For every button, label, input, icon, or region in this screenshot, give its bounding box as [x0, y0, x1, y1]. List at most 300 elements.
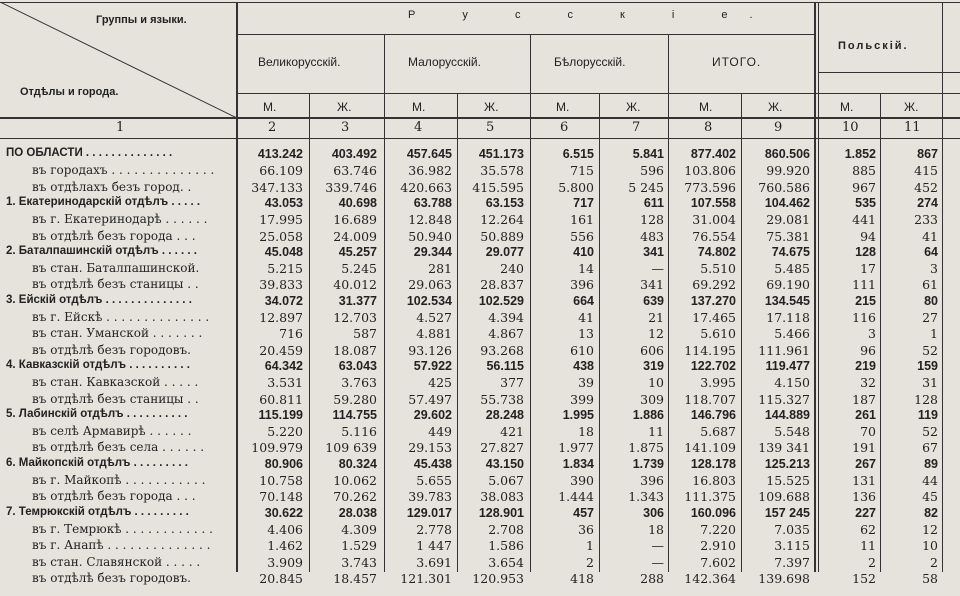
table-row: [0, 392, 960, 409]
cell-value: 114.195: [684, 342, 736, 358]
cell-value: 483: [640, 228, 664, 244]
cell-value: 4.394: [488, 310, 524, 325]
cell-value: 452: [914, 179, 938, 195]
table-row: [0, 571, 960, 588]
cell-value: 10: [648, 375, 664, 391]
cell-value: 63.788: [413, 195, 452, 210]
table-row: [0, 359, 960, 376]
cell-value: 191: [852, 440, 876, 456]
cell-value: 128: [640, 212, 664, 228]
cell-value: 606: [640, 342, 664, 358]
cell-value: 4.881: [416, 326, 452, 342]
row-label: въ городахъ . . . . . . . . . . . . . .: [32, 163, 215, 178]
cell-value: 109.688: [758, 489, 810, 505]
table-row: [0, 277, 960, 294]
cell-value: 44: [922, 473, 938, 488]
cell-value: 60.811: [259, 391, 303, 407]
cell-value: 57.922: [413, 358, 452, 373]
cell-value: 63.153: [485, 195, 524, 210]
cell-value: 28.038: [338, 505, 377, 520]
cell-value: 3.763: [341, 375, 377, 391]
cell-value: 377: [500, 375, 524, 391]
cell-value: 114.755: [332, 407, 377, 422]
table-row: [0, 180, 960, 197]
cell-value: 3.743: [341, 554, 377, 570]
cell-value: 306: [643, 505, 664, 520]
cell-value: 29.081: [766, 212, 810, 228]
cell-value: 3.531: [267, 375, 303, 391]
cell-value: 16.689: [333, 212, 377, 228]
cell-value: 50.940: [408, 228, 452, 244]
cell-value: 29.153: [408, 440, 452, 456]
cell-value: 5 245: [628, 179, 664, 195]
cell-value: 17.465: [692, 310, 736, 325]
cell-value: 716: [279, 326, 303, 342]
cell-value: 70: [860, 424, 876, 440]
cell-value: 20.845: [259, 570, 303, 586]
cell-value: 3: [868, 326, 876, 342]
cell-value: —: [651, 554, 664, 570]
cell-value: 396: [570, 277, 594, 293]
table-row: [0, 522, 960, 539]
russian-group-divider: [237, 34, 814, 35]
cell-value: 17: [860, 261, 876, 277]
cell-value: 3.691: [416, 554, 452, 570]
cell-value: 103.806: [684, 163, 736, 179]
cell-value: 441: [852, 212, 876, 228]
cell-value: 415: [914, 163, 938, 179]
cell-value: 139 341: [758, 440, 810, 456]
col-number: 6: [560, 120, 569, 135]
row-label: въ стан. Славянской . . . . .: [32, 554, 201, 569]
table-row: [0, 310, 960, 327]
cell-value: 12.703: [333, 310, 377, 325]
subgroup-total: ИТОГО.: [712, 55, 762, 69]
cell-value: 14: [578, 261, 594, 277]
cell-value: 111.375: [684, 489, 736, 505]
cell-value: 36.982: [408, 163, 452, 179]
cell-value: 7.035: [774, 521, 810, 537]
cell-value: 35.578: [480, 163, 524, 179]
cell-value: 55.738: [480, 391, 524, 407]
cell-value: 12.897: [259, 310, 303, 325]
cell-value: 109.979: [251, 440, 303, 456]
cell-value: 5.116: [341, 424, 377, 440]
cell-value: 59.280: [333, 391, 377, 407]
cell-value: 29.602: [413, 407, 452, 422]
col-number: 10: [842, 120, 859, 135]
table-row: [0, 294, 960, 311]
cell-value: 227: [855, 505, 876, 520]
cell-value: 62: [860, 521, 876, 537]
cell-value: 18: [578, 424, 594, 440]
cell-value: 2: [868, 554, 876, 570]
row-label: въ г. Екатеринодарѣ . . . . . .: [32, 212, 208, 227]
table-row: [0, 326, 960, 343]
cell-value: 760.586: [758, 179, 810, 195]
cell-value: 69.190: [766, 277, 810, 293]
cell-value: 2.708: [488, 521, 524, 537]
gender-label: Ж.: [904, 100, 919, 114]
cell-value: 115.199: [258, 407, 303, 422]
cell-value: 128.178: [690, 456, 736, 471]
cell-value: 134.545: [764, 293, 810, 308]
row-label: въ отдѣлѣ безъ города . . .: [32, 489, 196, 504]
cell-value: 56.115: [486, 358, 524, 373]
cell-value: 80: [924, 293, 938, 308]
colnum-bottom-border: [0, 138, 960, 139]
table-row: [0, 555, 960, 572]
cell-value: 1.852: [844, 147, 876, 161]
cell-value: 45.257: [338, 244, 377, 259]
row-label: 4. Кавказскій отдѣлъ . . . . . . . . . .: [6, 358, 190, 371]
cell-value: 6.515: [562, 147, 594, 161]
table-row: [0, 163, 960, 180]
cell-value: 116: [852, 310, 876, 325]
cell-value: 438: [573, 358, 594, 373]
cell-value: 61: [922, 277, 938, 293]
cell-value: 45.048: [264, 244, 303, 259]
row-label: въ г. Майкопѣ . . . . . . . . . . .: [32, 473, 206, 487]
cell-value: 281: [428, 261, 452, 277]
row-label: въ г. Темрюкѣ . . . . . . . . . . . .: [32, 521, 213, 536]
cell-value: 120.953: [472, 570, 524, 586]
cell-value: 131: [852, 473, 876, 488]
row-label: въ отдѣлѣ безъ городовъ.: [32, 342, 191, 357]
cell-value: 129.017: [406, 505, 452, 520]
cell-value: 76.554: [692, 228, 736, 244]
cell-value: 25.058: [259, 228, 303, 244]
cell-value: 30.622: [264, 505, 303, 520]
cell-value: 1.343: [628, 489, 664, 505]
cell-value: 75.381: [766, 228, 810, 244]
cell-value: 5.245: [341, 261, 377, 277]
cell-value: 74.675: [771, 244, 810, 259]
cell-value: 219: [855, 358, 876, 373]
cell-value: 137.270: [690, 293, 736, 308]
row-label: 5. Лабинскій отдѣлъ . . . . . . . . . .: [6, 407, 188, 420]
cell-value: 161: [570, 212, 594, 228]
cell-value: 664: [573, 293, 594, 308]
cell-value: 20.459: [259, 342, 303, 358]
cell-value: 96: [860, 342, 876, 358]
col-number: 11: [904, 120, 921, 135]
cell-value: 418: [570, 570, 594, 586]
row-label: 1. Екатеринодарскій отдѣлъ . . . . .: [6, 195, 201, 208]
polish-label: Польскій.: [838, 40, 909, 52]
cell-value: 58: [922, 570, 938, 586]
table-row: [0, 147, 960, 164]
cell-value: 27.827: [480, 440, 524, 456]
cell-value: 152: [852, 570, 876, 586]
cell-value: 5.220: [267, 424, 303, 440]
cell-value: 12.848: [408, 212, 452, 228]
table-row: [0, 457, 960, 474]
cell-value: 1.834: [562, 456, 594, 471]
col-number: 5: [486, 120, 495, 135]
row-label: въ стан. Уманской . . . . . . .: [32, 326, 203, 341]
cell-value: 70.148: [259, 489, 303, 505]
cell-value: 118.707: [684, 391, 736, 407]
cell-value: 104.462: [764, 195, 810, 210]
cell-value: 421: [500, 424, 524, 440]
table-row: [0, 538, 960, 555]
cell-value: 1.529: [341, 538, 377, 554]
cell-value: 415.595: [472, 179, 524, 195]
cell-value: 64: [924, 244, 938, 259]
cell-value: 29.077: [485, 244, 524, 259]
cell-value: 639: [643, 293, 664, 308]
cell-value: 136: [852, 489, 876, 505]
cell-value: 119.477: [765, 358, 810, 373]
cell-value: 17.995: [259, 212, 303, 228]
cell-value: 40.698: [338, 195, 377, 210]
cell-value: 67: [922, 440, 938, 456]
row-label: 3. Ейскій отдѣлъ . . . . . . . . . . . . . .: [6, 293, 192, 306]
cell-value: 717: [573, 195, 594, 210]
cell-value: 885: [852, 163, 876, 179]
row-label: 2. Баталпашинскій отдѣлъ . . . . . .: [6, 244, 197, 257]
cell-value: 2: [930, 554, 938, 570]
cell-value: 102.534: [406, 293, 452, 308]
cell-value: 3.654: [488, 554, 524, 570]
cell-value: 36: [578, 521, 594, 537]
cell-value: 31.004: [692, 212, 736, 228]
cell-value: 403.492: [331, 147, 377, 161]
cell-value: 425: [428, 375, 452, 391]
col-number: 4: [414, 120, 423, 135]
cell-value: 3.995: [700, 375, 736, 391]
cell-value: 12: [648, 326, 664, 342]
table-row: [0, 196, 960, 213]
cell-value: 39: [578, 375, 594, 391]
cell-value: 860.506: [764, 147, 810, 161]
cell-value: 128.901: [478, 505, 524, 520]
cell-value: 413.242: [257, 147, 303, 161]
cell-value: 63.043: [338, 358, 377, 373]
row-label: въ стан. Кавказской . . . . .: [32, 375, 199, 390]
cell-value: 39.833: [259, 277, 303, 293]
cell-value: 31.377: [338, 293, 377, 308]
cell-value: 3: [930, 261, 938, 277]
table-row: [0, 261, 960, 278]
cell-value: 420.663: [400, 179, 452, 195]
cell-value: 1: [930, 326, 938, 342]
cell-value: 41: [922, 228, 938, 244]
cell-value: 16.803: [692, 473, 736, 488]
cell-value: 187: [852, 391, 876, 407]
cell-value: 215: [855, 293, 876, 308]
cell-value: 93.268: [480, 342, 524, 358]
cell-value: 111.961: [758, 342, 810, 358]
cell-value: 967: [852, 179, 876, 195]
row-label: 7. Темрюкскій отдѣлъ . . . . . . . . .: [6, 505, 189, 518]
table-row: [0, 408, 960, 425]
cell-value: 34.072: [264, 293, 303, 308]
cell-value: 119: [917, 407, 938, 422]
cell-value: 7.220: [700, 521, 736, 537]
row-label: въ отдѣлѣ безъ города . . .: [32, 228, 196, 243]
cell-value: 1.462: [267, 538, 303, 554]
cell-value: 109 639: [325, 440, 377, 456]
cell-value: 45: [922, 489, 938, 505]
cell-value: 4.867: [488, 326, 524, 342]
cell-value: —: [651, 261, 664, 277]
cell-value: 18: [648, 521, 664, 537]
cell-value: 12: [922, 521, 938, 537]
cell-value: 29.063: [408, 277, 452, 293]
cell-value: 52: [922, 424, 938, 440]
cell-value: 773.596: [684, 179, 736, 195]
row-label: въ отдѣлѣ безъ станицы . .: [32, 391, 199, 406]
cell-value: 457: [573, 505, 594, 520]
row-label: въ отдѣлѣ безъ станицы . .: [32, 277, 199, 292]
gender-label: Ж.: [768, 100, 783, 114]
subgroup-belorussian: Бѣлорусскій.: [554, 55, 626, 69]
cell-value: 43.053: [264, 195, 303, 210]
row-label: въ г. Ейскѣ . . . . . . . . . . . . . .: [32, 310, 210, 324]
row-label: въ отдѣлѣ безъ села . . . . . .: [32, 440, 205, 455]
russian-label: Р у с с к і е.: [408, 9, 775, 21]
col-number: 7: [632, 120, 641, 135]
cell-value: 2: [586, 554, 594, 570]
gender-label: Ж.: [626, 100, 641, 114]
cell-value: 27: [922, 310, 938, 325]
cell-value: 457.645: [406, 147, 452, 161]
gender-label: Ж.: [484, 100, 499, 114]
row-label: ПО ОБЛАСТИ . . . . . . . . . . . . . .: [6, 147, 173, 159]
cell-value: 5.215: [267, 261, 303, 277]
cell-value: —: [651, 538, 664, 554]
cell-value: 157 245: [764, 505, 810, 520]
cell-value: 410: [573, 244, 594, 259]
cell-value: 5.800: [558, 179, 594, 195]
cell-value: 102.529: [478, 293, 524, 308]
gender-label: М.: [412, 100, 426, 114]
cell-value: 5.067: [488, 473, 524, 488]
cell-value: 21: [648, 310, 664, 325]
subgroup-little-russian: Малорусскій.: [408, 55, 481, 69]
cell-value: 45.438: [413, 456, 452, 471]
cell-value: 610: [570, 342, 594, 358]
cell-value: 319: [643, 358, 664, 373]
cell-value: 396: [640, 473, 664, 488]
cell-value: 17.118: [766, 310, 810, 325]
cell-value: 139.698: [758, 570, 810, 586]
cell-value: 1.444: [558, 489, 594, 505]
cell-value: 43.150: [485, 456, 524, 471]
cell-value: 587: [353, 326, 377, 342]
cell-value: 111: [852, 277, 876, 293]
cell-value: 1.886: [632, 407, 664, 422]
cell-value: 5.687: [700, 424, 736, 440]
cell-value: 141.109: [684, 440, 736, 456]
cell-value: 107.558: [690, 195, 736, 210]
cell-value: 52: [922, 342, 938, 358]
regions-label: Отдѣлы и города.: [20, 86, 119, 98]
cell-value: 611: [643, 195, 664, 210]
table-row: [0, 506, 960, 523]
col-number: 9: [774, 120, 783, 135]
table-row: [0, 245, 960, 262]
cell-value: 142.364: [684, 570, 736, 586]
cell-value: 5.510: [700, 261, 736, 277]
cell-value: 128: [914, 391, 938, 407]
cell-value: 867: [917, 147, 938, 161]
cell-value: 4.309: [341, 521, 377, 537]
table-row: [0, 489, 960, 506]
cell-value: 125.213: [764, 456, 810, 471]
table-row: [0, 212, 960, 229]
gender-label: Ж.: [337, 100, 352, 114]
cell-value: 13: [578, 326, 594, 342]
cell-value: 80.324: [338, 456, 377, 471]
cell-value: 18.457: [333, 570, 377, 586]
cell-value: 38.083: [480, 489, 524, 505]
cell-value: 5.655: [416, 473, 452, 488]
row-label: въ стан. Баталпашинской.: [32, 261, 200, 276]
cell-value: 160.096: [690, 505, 736, 520]
cell-value: 3.909: [267, 554, 303, 570]
cell-value: 5.610: [700, 326, 736, 342]
gender-label: М.: [699, 100, 713, 114]
cell-value: 5.841: [632, 147, 664, 161]
cell-value: 69.292: [692, 277, 736, 293]
cell-value: 261: [855, 407, 876, 422]
cell-value: 339.746: [325, 179, 377, 195]
cell-value: 144.889: [764, 407, 810, 422]
cell-value: 39.783: [408, 489, 452, 505]
cell-value: 1.977: [558, 440, 594, 456]
cell-value: 449: [428, 424, 452, 440]
cell-value: 32: [860, 375, 876, 391]
cell-value: 80.906: [264, 456, 303, 471]
cell-value: 309: [640, 391, 664, 407]
cell-value: 3.115: [774, 538, 810, 554]
cell-value: 233: [914, 212, 938, 228]
cell-value: 240: [500, 261, 524, 277]
row-label: въ селѣ Армавирѣ . . . . . .: [32, 424, 192, 439]
cell-value: 267: [855, 456, 876, 471]
cell-value: 159: [917, 358, 938, 373]
cell-value: 99.920: [766, 163, 810, 179]
table-row: [0, 229, 960, 246]
cell-value: 82: [924, 505, 938, 520]
cell-value: 288: [640, 570, 664, 586]
cell-value: 10.758: [259, 473, 303, 488]
cell-value: 390: [570, 473, 594, 488]
cell-value: 89: [924, 456, 938, 471]
groups-label: Группы и языки.: [96, 14, 187, 26]
cell-value: 28.248: [485, 407, 524, 422]
cell-value: 24.009: [333, 228, 377, 244]
cell-value: 451.173: [478, 147, 524, 161]
cell-value: 7.602: [700, 554, 736, 570]
cell-value: 4.406: [267, 521, 303, 537]
cell-value: 399: [570, 391, 594, 407]
cell-value: 1.875: [628, 440, 664, 456]
gender-label: М.: [263, 100, 277, 114]
cell-value: 93.126: [408, 342, 452, 358]
cell-value: 64.342: [264, 358, 303, 373]
cell-value: 556: [570, 228, 594, 244]
cell-value: 5.485: [774, 261, 810, 277]
row-label: 6. Майкопскій отдѣлъ . . . . . . . . .: [6, 456, 188, 469]
col-number: 1: [116, 120, 125, 135]
cell-value: 70.262: [333, 489, 377, 505]
cell-value: 29.344: [413, 244, 452, 259]
cell-value: 63.746: [333, 163, 377, 179]
